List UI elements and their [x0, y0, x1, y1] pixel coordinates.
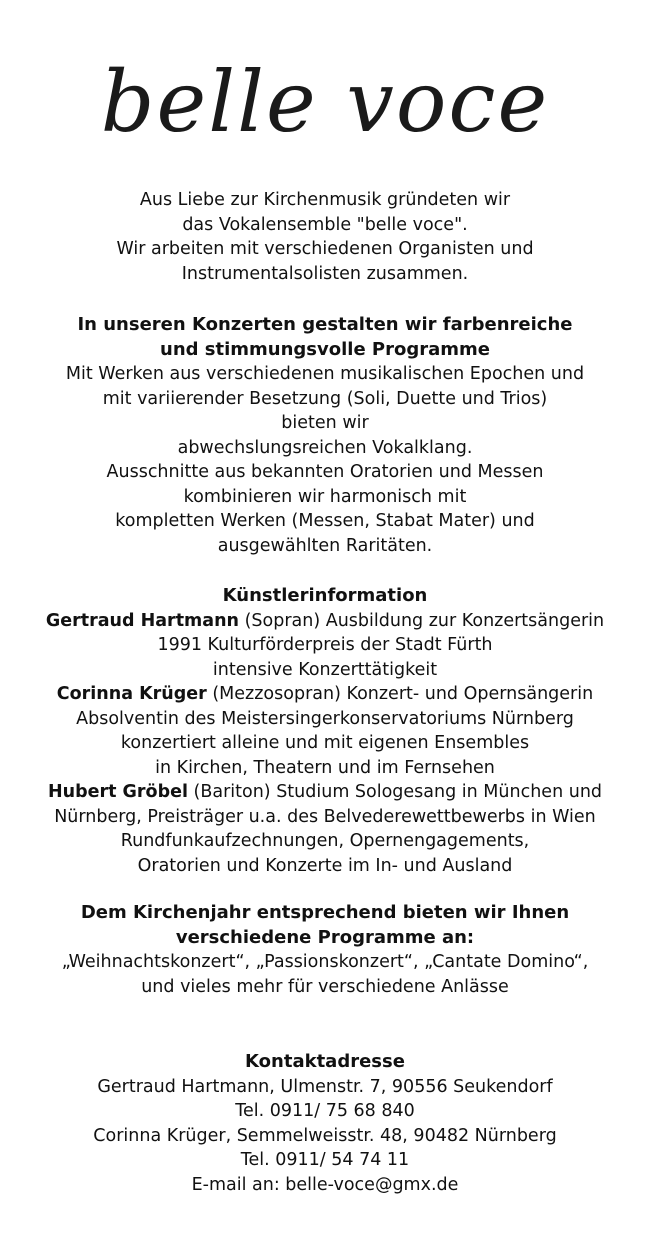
programs-line: „Weihnachtskonzert“, „Passionskonzert“, „Cantate Domino“, [61, 952, 589, 972]
concerts-line: ausgewählten Raritäten. [217, 535, 433, 556]
artist-name: Corinna Krüger [56, 684, 207, 704]
contact-email: E-mail an: belle-voce@gmx.de [191, 1174, 459, 1195]
programs-line: und vieles mehr für verschiedene Anlässe [141, 976, 509, 997]
programs-heading: verschiedene Programme an: [175, 926, 475, 948]
artist-line: Nürnberg, Preisträger u.a. des Belvederewettbewerbs in Wien [54, 806, 596, 827]
intro-line: Aus Liebe zur Kirchenmusik gründeten wir [139, 190, 511, 210]
contact-phone: Tel. 0911/ 75 68 840 [235, 1101, 415, 1121]
contact-heading: Kontaktadresse [245, 1051, 405, 1072]
intro-line: Wir arbeiten mit verschiedenen Organisten und [116, 239, 534, 259]
contact-line: Gertraud Hartmann, Ulmenstr. 7, 90556 Seukendorf [97, 1076, 553, 1097]
concerts-line: Ausschnitte aus bekannten Oratorien und Messen [106, 462, 544, 482]
concerts-heading: In unseren Konzerten gestalten wir farbenreiche [77, 314, 573, 335]
contact-line: Corinna Krüger, Semmelweisstr. 48, 90482 Nürnberg [93, 1125, 557, 1146]
intro-line: Instrumentalsolisten zusammen. [181, 263, 469, 284]
artist-info-section [0, 584, 650, 878]
artist-line: Rundfunkaufzechnungen, Opernengagements, [120, 831, 530, 851]
artist-line: konzertiert alleine und mit eigenen Ensembles [120, 733, 530, 753]
concerts-line: mit variierender Besetzung (Soli, Duette und Trios) [102, 388, 548, 409]
artist-line: Oratorien und Konzerte im In- und Ausland [137, 855, 513, 876]
concerts-line: abwechslungsreichen Vokalklang. [177, 437, 473, 458]
artist-description: (Mezzosopran) Konzert- und Opernsängerin [206, 684, 594, 704]
programs-section [0, 901, 650, 999]
artist-info-heading: Künstlerinformation [222, 585, 428, 606]
artist-description: (Bariton) Studium Sologesang in München und [187, 782, 603, 802]
programs-heading: Dem Kirchenjahr entsprechend bieten wir Ihnen [80, 902, 570, 923]
artist-name: Hubert Gröbel [47, 782, 188, 802]
concerts-line: kompletten Werken (Messen, Stabat Mater) und [115, 511, 535, 531]
artist-name: Gertraud Hartmann [45, 610, 240, 631]
artist-description: (Sopran) Ausbildung zur Konzertsängerin [239, 610, 605, 631]
logo: belle voce [100, 53, 550, 151]
artist-line [0, 780, 650, 805]
concerts-section [0, 313, 650, 558]
intro-line: das Vokalensemble "belle voce". [182, 214, 468, 235]
concerts-line: kombinieren wir harmonisch mit [183, 486, 467, 507]
artist-line: Absolventin des Meistersingerkonservatoriums Nürnberg [76, 708, 574, 729]
concerts-line: bieten wir [281, 413, 369, 433]
intro-section [0, 188, 650, 286]
artist-line: in Kirchen, Theatern und im Fernsehen [155, 757, 495, 778]
concerts-heading: und stimmungsvolle Programme [160, 338, 490, 360]
contact-phone: Tel. 0911/ 54 74 11 [240, 1150, 410, 1170]
artist-line [0, 609, 650, 634]
contact-section [0, 1050, 650, 1197]
artist-line [0, 682, 650, 707]
concerts-line: Mit Werken aus verschiedenen musikalischen Epochen und [65, 364, 585, 384]
artist-line: 1991 Kulturförderpreis der Stadt Fürth [157, 635, 493, 655]
artist-line: intensive Konzerttätigkeit [212, 659, 438, 680]
